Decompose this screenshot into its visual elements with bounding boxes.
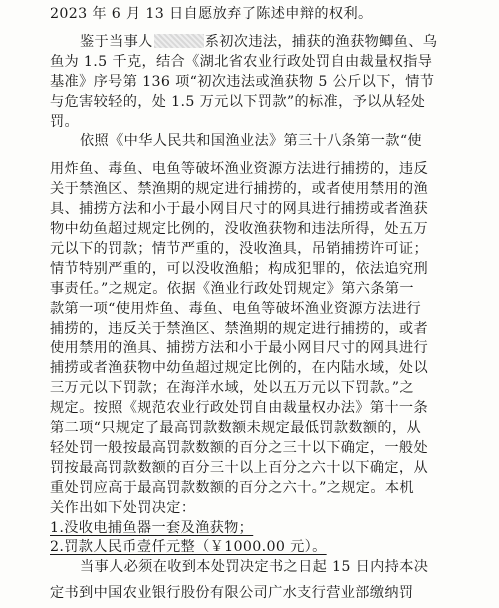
text-line: 关于禁渔区、禁渔期的规定进行捕捞的，或者使用禁用的渔: [50, 181, 428, 198]
text-line: 捕捞或者渔获物中幼鱼超过规定比例的，在内陆水域，处以: [50, 360, 428, 377]
text-line: 依照《中华人民共和国渔业法》第三十八条第一款“使: [80, 133, 422, 150]
text-line: 物中幼鱼超过规定比例的，没收渔获物和违法所得，处五万: [50, 221, 428, 237]
text-line: 鉴于当事人 系初次违法，捕获的渔获物鲫鱼、乌: [80, 33, 438, 50]
text-line: 轻处罚一般按最高罚款数额的百分之三十以下确定，一般处: [50, 439, 428, 456]
text-line: 重处罚应高于最高罚款数额的百分之六十。”之规定。本机: [50, 479, 414, 496]
text-line: 元以下的罚款；情节严重的，没收渔具，吊销捕捞许可证；: [50, 240, 428, 257]
text-line: 规定。按照《规范农业行政处罚自由裁量权办法》第十一条: [50, 400, 428, 417]
decision-item-2: 2.罚款人民币壹仟元整（￥1000.00 元）。: [50, 539, 327, 556]
text-line: 罚。: [50, 113, 80, 130]
decision-item-1: 1.没收电捕鱼器一套及渔获物；: [50, 519, 254, 536]
text-line: 第二项“只规定了最高罚款数额未规定最低罚款数额的，从: [50, 420, 422, 436]
text-line: 与危害较轻的，处 1.5 万元以下罚款”的标准，予以从轻处: [50, 93, 426, 110]
text-line: 情节特别严重的，可以没收渔船；构成犯罪的，依法追究刑: [50, 260, 428, 277]
text-line: 基准》序号第 136 项“初次违法或渔获物 5 公斤以下，情节: [50, 73, 435, 90]
text-line: 事责任。”之规定。依据《渔业行政处罚规定》第六条第一: [50, 280, 414, 297]
text-line: 三万元以下罚款；在海洋水域，处以五万元以下罚款。”之: [50, 380, 414, 397]
redacted-name: [154, 34, 204, 48]
text-line: 使用禁用的渔具、捕捞方法和小于最小网目尺寸的网具进行: [50, 340, 428, 357]
text-line: 款第一项“使用炸鱼、毒鱼、电鱼等破坏渔业资源方法进行: [50, 300, 422, 317]
text-line: 具、捕捞方法和小于最小网目尺寸的网具进行捕捞或者渔获: [50, 201, 428, 218]
text-line: 捕捞的，违反关于禁渔区、禁渔期的规定进行捕捞的，或者: [50, 320, 428, 337]
text-line: 鱼为 1.5 千克，结合《湖北省农业行政处罚自由裁量权指导: [50, 53, 433, 70]
text-line: 关作出如下处罚决定：: [50, 499, 196, 516]
text-line: 当事人必须在收到本处罚决定书之日起 15 日内持本决: [80, 559, 429, 576]
text-line: 罚按最高罚款数额的百分三十以上百分之六十以下确定，从: [50, 459, 428, 476]
text-line: 用炸鱼、毒鱼、电鱼等破坏渔业资源方法进行捕捞的，违反: [50, 161, 428, 178]
text-line: 2023 年 6 月 13 日自愿放弃了陈述申辩的权利。: [50, 6, 373, 22]
text-line: 定书到中国农业银行股份有限公司广水支行营业部缴纳罚: [50, 585, 414, 602]
